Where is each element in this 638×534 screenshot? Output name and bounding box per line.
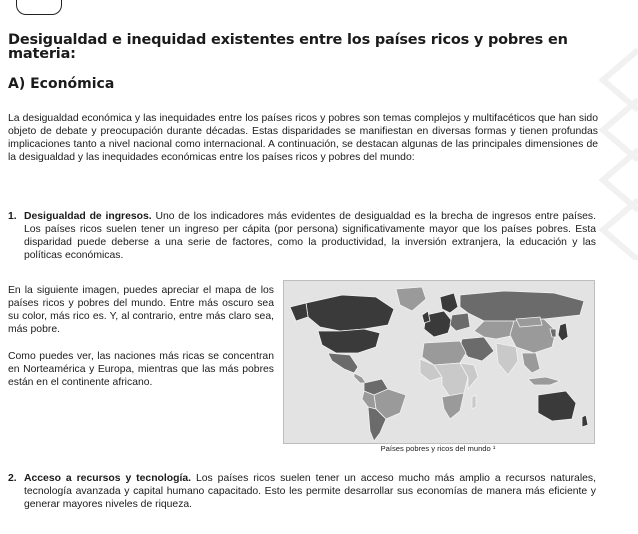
map-region-mexico <box>328 353 358 373</box>
map-region-uk <box>422 311 430 323</box>
map-region-russia <box>460 291 584 321</box>
map-region-central-america <box>354 373 366 383</box>
map-analysis-paragraph: Como puedes ver, las naciones más ricas se concentran en Norteamérica y Europa, mientras que las más pobres están en el continente africano. <box>8 351 274 388</box>
map-region-canada <box>306 295 394 331</box>
map-region-greenland <box>396 287 426 311</box>
list-item-title: Desigualdad de ingresos. <box>24 211 152 222</box>
list-item <box>8 472 596 511</box>
map-caption: Países pobres y ricos del mundo ¹ <box>380 444 496 453</box>
map-region-japan <box>558 323 568 341</box>
section-heading: A) Económica <box>8 76 115 92</box>
map-region-central-asia <box>474 321 516 339</box>
map-region-madagascar <box>472 395 476 409</box>
page-heading: Desigualdad e inequidad existentes entre los países ricos y pobres en materia: <box>8 32 568 62</box>
list-number: 1. <box>8 211 17 222</box>
list-item <box>8 210 596 262</box>
intro-paragraph: La desigualdad económica y las inequidades entre los países ricos y pobres son temas complejos y multifacéticos que han sido objeto de debate y preocupación durante décadas. Estas disparidades se manifiestan en diversas formas y tienen profundas implicaciones tanto a nivel nacional como internacional. A continuación, se destacan algunas de las principales dimensiones de la desigualdad y las inequidades económicas entre los países ricos y pobres del mundo: <box>8 113 598 163</box>
map-region-alaska <box>290 303 308 321</box>
map-region-indonesia <box>528 377 560 385</box>
list-item-text <box>24 472 596 511</box>
map-description-paragraph: En la siguiente imagen, puedes apreciar el mapa de los países ricos y pobres del mundo. Entre más oscuro sea su color, más rico es. Y, al contrario, entre más claro sea, más pobre. <box>8 285 274 335</box>
map-region-australia <box>538 391 576 421</box>
map-region-southeast-asia <box>522 353 540 373</box>
list-item-text <box>24 210 596 262</box>
list-item-body: Los países ricos suelen tener un acceso mucho más amplio a recursos naturales, tecnología avanzada y capital humano capacitado. Esto les permite desarrollar sus economías de manera más eficiente y generar mayores niveles de riqueza. <box>24 473 597 510</box>
list-number: 2. <box>8 473 17 484</box>
map-region-north-africa <box>422 341 466 365</box>
map-region-india <box>496 343 518 375</box>
world-wealth-map <box>283 280 595 444</box>
list-item-title: Acceso a recursos y tecnología. <box>24 473 192 484</box>
map-region-eastern-europe <box>450 313 470 331</box>
map-region-southern-africa <box>442 393 464 419</box>
decorative-frame <box>16 0 62 15</box>
map-region-middle-east <box>460 337 494 361</box>
list-item-body: Uno de los indicadores más evidentes de desigualdad es la brecha de ingresos entre países. Los países ricos suelen tener un ingreso per cápita (por persona) significativamente mayor que los países pobres. Esta disparidad puede deberse a una serie de factores, como la productividad, la inversión extranjera, la educación y las políticas económicas. <box>24 211 597 261</box>
map-region-scandinavia <box>440 293 458 313</box>
map-region-usa <box>318 329 380 353</box>
world-map-image <box>284 281 594 443</box>
map-region-mongolia <box>516 317 542 327</box>
map-region-new-zealand <box>582 415 588 427</box>
